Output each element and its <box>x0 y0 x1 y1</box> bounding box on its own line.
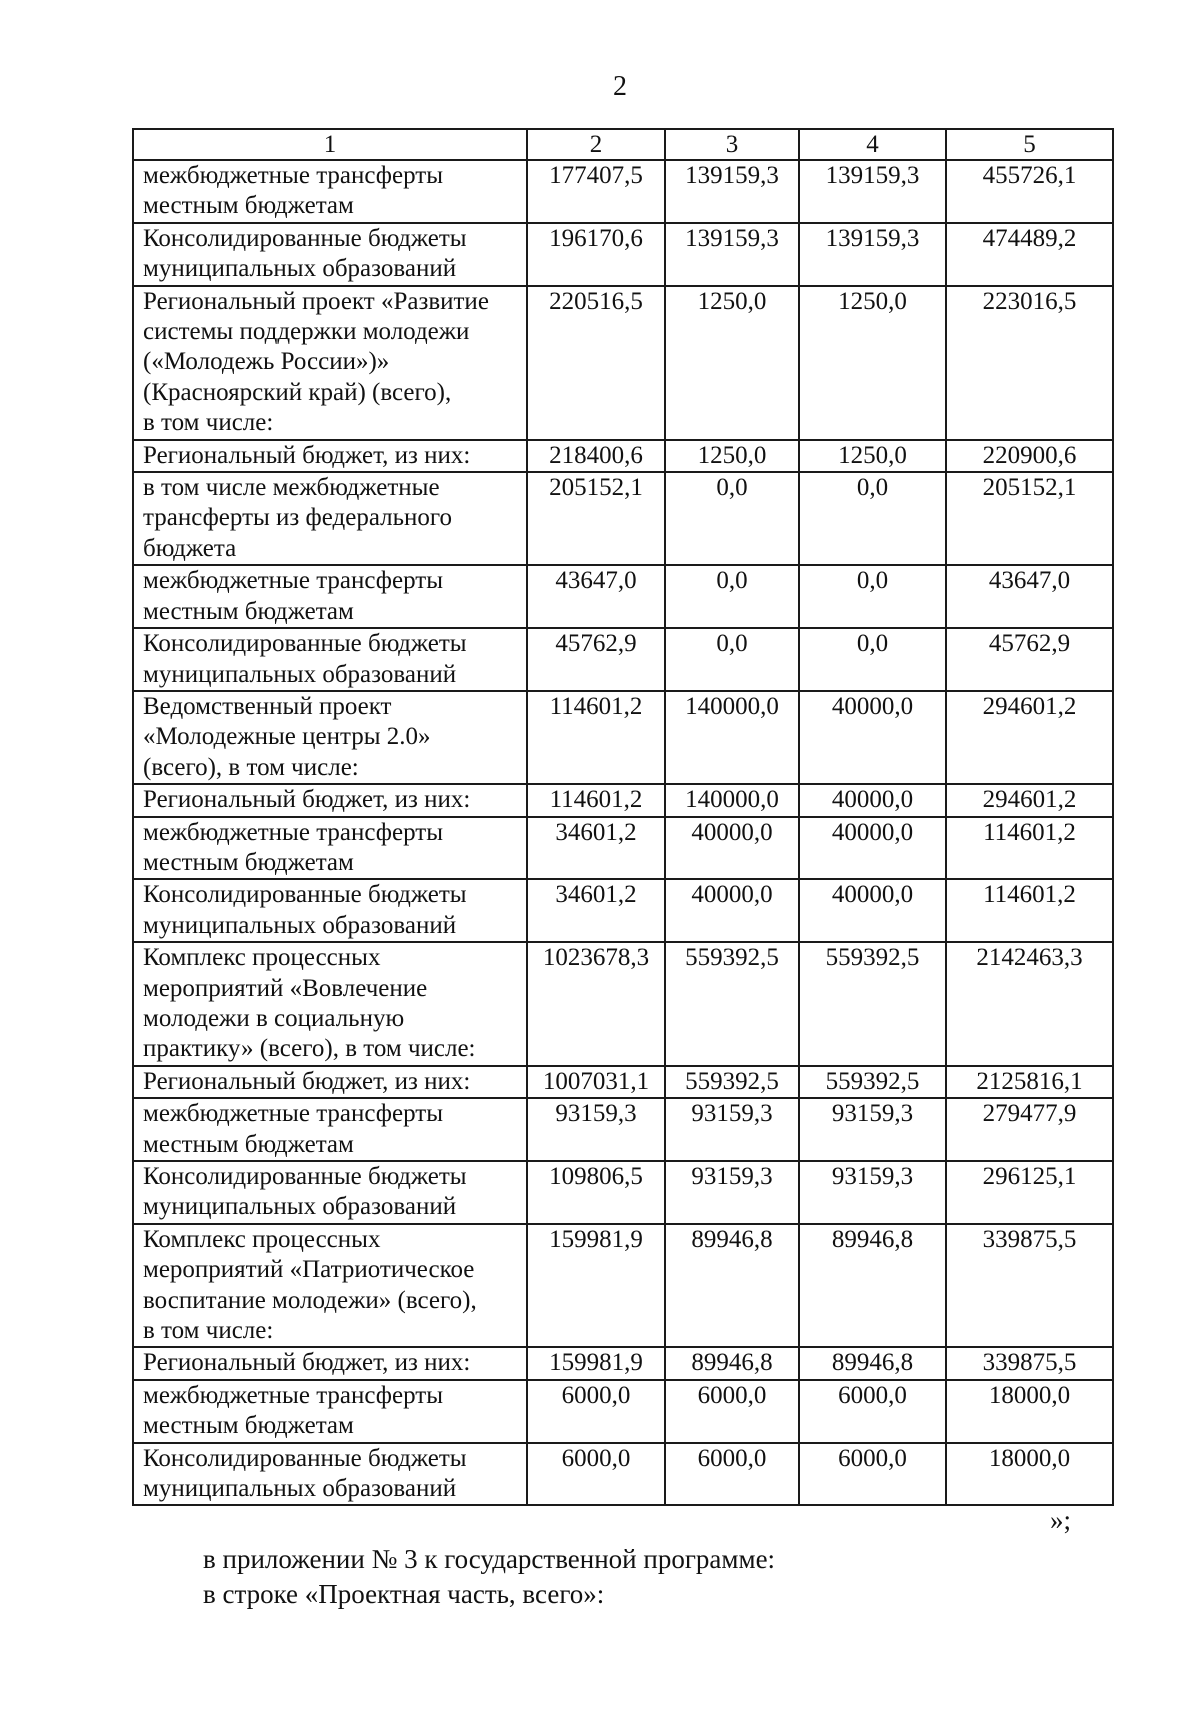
paragraph-appendix: в приложении № 3 к государственной программе: <box>203 1544 776 1574</box>
value-cell: 89946,8 <box>665 1224 799 1348</box>
value-cell: 177407,5 <box>527 160 665 223</box>
paragraph-row-reference: в строке «Проектная часть, всего»: <box>203 1579 605 1609</box>
value-cell: 1250,0 <box>665 286 799 440</box>
column-header: 3 <box>665 129 799 160</box>
value-cell: 89946,8 <box>799 1347 946 1379</box>
value-cell: 6000,0 <box>665 1443 799 1506</box>
table-row <box>133 472 1113 565</box>
row-label: Консолидированные бюджеты муниципальных образований <box>133 1161 527 1224</box>
value-cell: 455726,1 <box>946 160 1113 223</box>
row-label: Региональный бюджет, из них: <box>133 784 527 816</box>
value-cell: 6000,0 <box>527 1443 665 1506</box>
value-cell: 0,0 <box>799 472 946 565</box>
value-cell: 43647,0 <box>527 565 665 628</box>
row-label: межбюджетные трансферты местным бюджетам <box>133 1098 527 1161</box>
value-cell: 140000,0 <box>665 784 799 816</box>
value-cell: 2142463,3 <box>946 942 1113 1066</box>
value-cell: 45762,9 <box>946 628 1113 691</box>
value-cell: 93159,3 <box>665 1161 799 1224</box>
value-cell: 559392,5 <box>799 942 946 1066</box>
value-cell: 1007031,1 <box>527 1066 665 1098</box>
value-cell: 0,0 <box>665 472 799 565</box>
value-cell: 40000,0 <box>799 784 946 816</box>
table-row <box>133 1066 1113 1098</box>
table-row <box>133 1347 1113 1379</box>
value-cell: 0,0 <box>799 628 946 691</box>
value-cell: 93159,3 <box>527 1098 665 1161</box>
value-cell: 196170,6 <box>527 223 665 286</box>
value-cell: 223016,5 <box>946 286 1113 440</box>
table-row <box>133 1380 1113 1443</box>
value-cell: 339875,5 <box>946 1224 1113 1348</box>
value-cell: 1250,0 <box>799 440 946 472</box>
value-cell: 114601,2 <box>946 817 1113 880</box>
value-cell: 296125,1 <box>946 1161 1113 1224</box>
value-cell: 18000,0 <box>946 1380 1113 1443</box>
value-cell: 279477,9 <box>946 1098 1113 1161</box>
column-header: 4 <box>799 129 946 160</box>
column-header: 2 <box>527 129 665 160</box>
value-cell: 139159,3 <box>799 223 946 286</box>
value-cell: 559392,5 <box>799 1066 946 1098</box>
value-cell: 159981,9 <box>527 1224 665 1348</box>
value-cell: 109806,5 <box>527 1161 665 1224</box>
value-cell: 114601,2 <box>527 691 665 784</box>
row-label: Комплекс процессных мероприятий «Вовлечение молодежи в социальную практику» (всего), в том числе: <box>133 942 527 1066</box>
value-cell: 159981,9 <box>527 1347 665 1379</box>
value-cell: 18000,0 <box>946 1443 1113 1506</box>
value-cell: 89946,8 <box>665 1347 799 1379</box>
table-row <box>133 628 1113 691</box>
table-row <box>133 1098 1113 1161</box>
row-label: Консолидированные бюджеты муниципальных образований <box>133 879 527 942</box>
value-cell: 339875,5 <box>946 1347 1113 1379</box>
value-cell: 40000,0 <box>665 817 799 880</box>
row-label: Региональный бюджет, из них: <box>133 440 527 472</box>
value-cell: 114601,2 <box>527 784 665 816</box>
value-cell: 220516,5 <box>527 286 665 440</box>
value-cell: 205152,1 <box>527 472 665 565</box>
value-cell: 6000,0 <box>799 1380 946 1443</box>
value-cell: 294601,2 <box>946 691 1113 784</box>
value-cell: 140000,0 <box>665 691 799 784</box>
value-cell: 40000,0 <box>665 879 799 942</box>
value-cell: 2125816,1 <box>946 1066 1113 1098</box>
value-cell: 114601,2 <box>946 879 1113 942</box>
table-row <box>133 942 1113 1066</box>
value-cell: 1250,0 <box>799 286 946 440</box>
table-row <box>133 223 1113 286</box>
row-label: межбюджетные трансферты местным бюджетам <box>133 817 527 880</box>
value-cell: 139159,3 <box>665 160 799 223</box>
value-cell: 34601,2 <box>527 879 665 942</box>
table-row <box>133 879 1113 942</box>
row-label: Региональный проект «Развитие системы поддержки молодежи («Молодежь России»)» (Красноярский край) (всего), в том числе: <box>133 286 527 440</box>
budget-table <box>132 128 1114 1506</box>
row-label: Комплекс процессных мероприятий «Патриотическое воспитание молодежи» (всего), в том числе: <box>133 1224 527 1348</box>
row-label: межбюджетные трансферты местным бюджетам <box>133 1380 527 1443</box>
row-label: Консолидированные бюджеты муниципальных образований <box>133 1443 527 1506</box>
row-label: межбюджетные трансферты местным бюджетам <box>133 565 527 628</box>
row-label: Ведомственный проект «Молодежные центры 2.0» (всего), в том числе: <box>133 691 527 784</box>
value-cell: 474489,2 <box>946 223 1113 286</box>
row-label: Региональный бюджет, из них: <box>133 1347 527 1379</box>
table-row <box>133 691 1113 784</box>
value-cell: 89946,8 <box>799 1224 946 1348</box>
value-cell: 559392,5 <box>665 1066 799 1098</box>
value-cell: 0,0 <box>665 565 799 628</box>
table-body <box>133 160 1113 1505</box>
table-row <box>133 1443 1113 1506</box>
row-label: межбюджетные трансферты местным бюджетам <box>133 160 527 223</box>
value-cell: 559392,5 <box>665 942 799 1066</box>
value-cell: 93159,3 <box>799 1098 946 1161</box>
row-label: Консолидированные бюджеты муниципальных образований <box>133 628 527 691</box>
value-cell: 139159,3 <box>799 160 946 223</box>
value-cell: 93159,3 <box>799 1161 946 1224</box>
table-row <box>133 1161 1113 1224</box>
value-cell: 0,0 <box>799 565 946 628</box>
value-cell: 218400,6 <box>527 440 665 472</box>
value-cell: 40000,0 <box>799 691 946 784</box>
value-cell: 6000,0 <box>527 1380 665 1443</box>
table-row <box>133 1224 1113 1348</box>
row-label: Региональный бюджет, из них: <box>133 1066 527 1098</box>
closing-quote: »; <box>1050 1505 1072 1535</box>
column-header: 5 <box>946 129 1113 160</box>
value-cell: 205152,1 <box>946 472 1113 565</box>
table-row <box>133 440 1113 472</box>
value-cell: 6000,0 <box>665 1380 799 1443</box>
value-cell: 93159,3 <box>665 1098 799 1161</box>
value-cell: 1023678,3 <box>527 942 665 1066</box>
table-row <box>133 286 1113 440</box>
table-row <box>133 565 1113 628</box>
table-row <box>133 817 1113 880</box>
value-cell: 40000,0 <box>799 879 946 942</box>
row-label: Консолидированные бюджеты муниципальных образований <box>133 223 527 286</box>
value-cell: 43647,0 <box>946 565 1113 628</box>
row-label: в том числе межбюджетные трансферты из федерального бюджета <box>133 472 527 565</box>
value-cell: 139159,3 <box>665 223 799 286</box>
value-cell: 0,0 <box>665 628 799 691</box>
value-cell: 220900,6 <box>946 440 1113 472</box>
value-cell: 294601,2 <box>946 784 1113 816</box>
page-number: 2 <box>613 71 627 102</box>
value-cell: 45762,9 <box>527 628 665 691</box>
table-row <box>133 160 1113 223</box>
value-cell: 6000,0 <box>799 1443 946 1506</box>
value-cell: 34601,2 <box>527 817 665 880</box>
table-row <box>133 784 1113 816</box>
value-cell: 1250,0 <box>665 440 799 472</box>
value-cell: 40000,0 <box>799 817 946 880</box>
table-header-row <box>133 129 1113 160</box>
column-header: 1 <box>133 129 527 160</box>
